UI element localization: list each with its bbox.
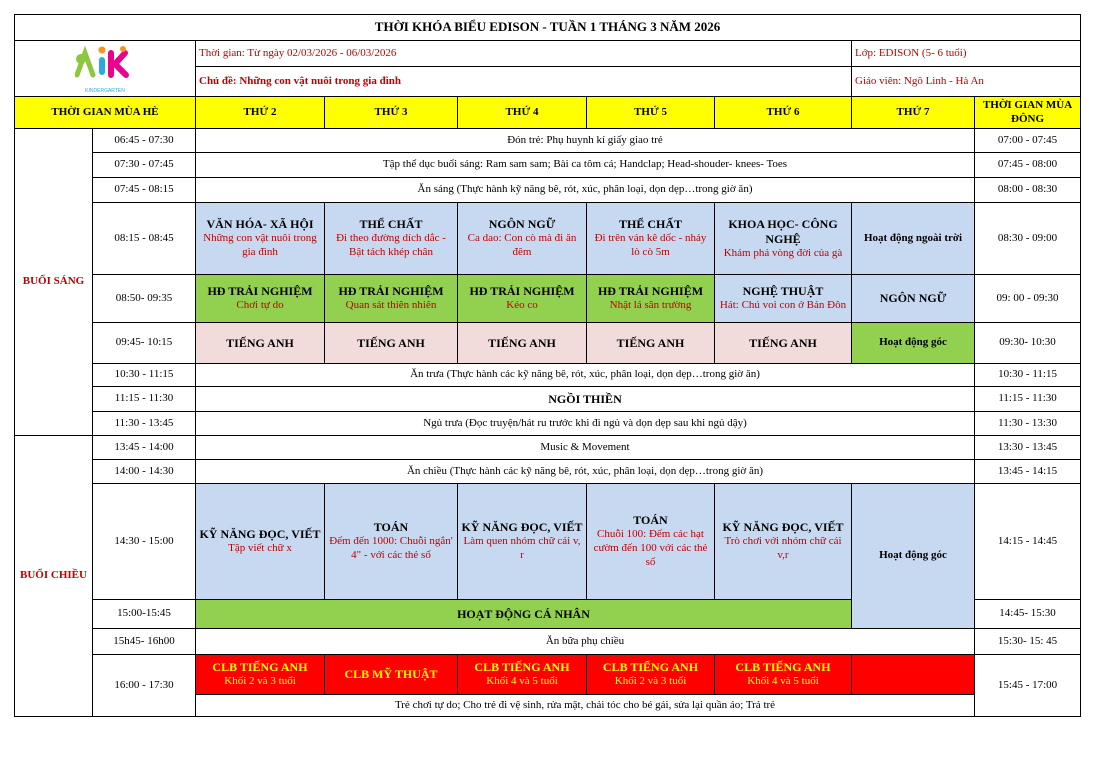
activity: Trẻ chơi tự do; Cho trẻ đi vệ sinh, rửa mặt, chải tóc cho bé gái, sửa lại quần áo; Trả trẻ: [196, 695, 975, 717]
lesson-cell: TIẾNG ANH: [458, 323, 587, 364]
summer-time: 07:45 - 08:15: [93, 178, 196, 203]
winter-time: 14:15 - 14:45: [975, 484, 1081, 600]
lesson-cell: [458, 655, 587, 695]
activity: Ăn bữa phụ chiều: [196, 629, 975, 655]
lesson-cell: [196, 484, 325, 600]
summer-time: 15:00-15:45: [93, 600, 196, 629]
detail: Chơi tự do: [236, 299, 284, 312]
lesson-cell: [852, 275, 975, 323]
logo: [15, 41, 196, 97]
subject: THỂ CHẤT: [359, 217, 423, 232]
lesson-cell: TIẾNG ANH: [587, 323, 715, 364]
subject: NGHỆ THUẬT: [742, 284, 824, 299]
header-tuesday: THỨ 3: [325, 97, 458, 129]
lesson-cell: TIẾNG ANH: [196, 323, 325, 364]
header-winter-time: THỜI GIAN MÙA ĐÔNG: [975, 97, 1081, 129]
subject: TOÁN: [633, 513, 668, 528]
date-range: Thời gian: Từ ngày 02/03/2026 - 06/03/2026: [196, 41, 852, 67]
subject: KỸ NĂNG ĐỌC, VIẾT: [461, 520, 583, 535]
lesson-cell: Hoạt động góc: [852, 484, 975, 629]
lesson-cell: [458, 203, 587, 275]
winter-time: 08:00 - 08:30: [975, 178, 1081, 203]
detail: Khám phá vòng đời của gà: [723, 246, 843, 259]
summer-time: 11:30 - 13:45: [93, 412, 196, 436]
detail: Quan sát thiên nhiên: [345, 299, 437, 312]
subject: VĂN HÓA- XÃ HỘI: [206, 217, 314, 232]
subject: CLB TIẾNG ANH: [212, 660, 308, 675]
lesson-cell: [325, 203, 458, 275]
subject: CLB TIẾNG ANH: [474, 660, 570, 675]
summer-time: 14:30 - 15:00: [93, 484, 196, 600]
lesson-cell: [196, 655, 325, 695]
session-morning: BUỔI SÁNG: [15, 129, 93, 436]
class-name: Lớp: EDISON (5- 6 tuổi): [852, 41, 1081, 67]
subject: THỂ CHẤT: [618, 217, 682, 232]
summer-time: 15h45- 16h00: [93, 629, 196, 655]
lesson-cell: [196, 275, 325, 323]
subject: KỸ NĂNG ĐỌC, VIẾT: [722, 520, 844, 535]
subject: CLB TIẾNG ANH: [735, 660, 831, 675]
aik-logo-icon: [75, 43, 135, 83]
detail: Ca dao: Con cò mà đi ăn đêm: [467, 232, 577, 258]
lesson-cell: [458, 275, 587, 323]
subject: HĐ TRẢI NGHIỆM: [338, 284, 444, 299]
lesson-cell: [715, 655, 852, 695]
winter-time: 13:45 - 14:15: [975, 460, 1081, 484]
winter-time: 08:30 - 09:00: [975, 203, 1081, 275]
lesson-cell: [325, 655, 458, 695]
subject: KHOA HỌC- CÔNG NGHỆ: [728, 216, 838, 246]
lesson-cell: [196, 203, 325, 275]
lesson-cell: [587, 655, 715, 695]
winter-time: 14:45- 15:30: [975, 600, 1081, 629]
winter-time: 09:30- 10:30: [975, 323, 1081, 364]
activity: Đón trẻ: Phụ huynh kí giấy giao trẻ: [196, 129, 975, 153]
activity: HOẠT ĐỘNG CÁ NHÂN: [196, 600, 852, 629]
subject: KỸ NĂNG ĐỌC, VIẾT: [199, 527, 321, 542]
header-thursday: THỨ 5: [587, 97, 715, 129]
page-title: THỜI KHÓA BIỂU EDISON - TUẦN 1 THÁNG 3 NĂM 2026: [15, 15, 1081, 41]
winter-time: 10:30 - 11:15: [975, 364, 1081, 387]
summer-time: 09:45- 10:15: [93, 323, 196, 364]
lesson-cell: [458, 484, 587, 600]
summer-time: 16:00 - 17:30: [93, 655, 196, 717]
detail: Trò chơi với nhóm chữ cái v,r: [724, 535, 842, 561]
detail: Khối 2 và 3 tuổi: [614, 675, 687, 688]
summer-time: 10:30 - 11:15: [93, 364, 196, 387]
lesson-cell: [325, 484, 458, 600]
winter-time: 07:00 - 07:45: [975, 129, 1081, 153]
lesson-cell: [852, 655, 975, 695]
activity: Music & Movement: [196, 436, 975, 460]
summer-time: 08:15 - 08:45: [93, 203, 196, 275]
subject: TOÁN: [373, 520, 409, 535]
subject: HĐ TRẢI NGHIỆM: [469, 284, 575, 299]
detail: Khối 4 và 5 tuổi: [486, 675, 558, 688]
header-friday: THỨ 6: [715, 97, 852, 129]
activity: Ăn sáng (Thực hành kỹ năng bê, rót, xúc, phân loại, dọn dẹp…trong giờ ăn): [196, 178, 975, 203]
lesson-cell: Hoạt động góc: [852, 323, 975, 364]
teachers: Giáo viên: Ngô Linh - Hà An: [852, 67, 1081, 97]
winter-time: 15:45 - 17:00: [975, 655, 1081, 717]
detail: Nhặt lá sân trường: [609, 299, 692, 312]
winter-time: 07:45 - 08:00: [975, 153, 1081, 178]
header-summer-time: THỜI GIAN MÙA HÈ: [15, 97, 196, 129]
winter-time: 09: 00 - 09:30: [975, 275, 1081, 323]
timetable: [14, 14, 1081, 717]
detail: Đi theo đường dích dắc - Bật tách khép chân: [336, 232, 446, 258]
lesson-cell: [325, 275, 458, 323]
lesson-cell: [587, 203, 715, 275]
detail: Khối 4 và 5 tuổi: [747, 675, 819, 688]
subject: HĐ TRẢI NGHIỆM: [207, 284, 313, 299]
activity: NGỒI THIỀN: [196, 387, 975, 412]
summer-time: 11:15 - 11:30: [93, 387, 196, 412]
activity: Ăn trưa (Thực hành các kỹ năng bê, rót, xúc, phân loại, dọn dẹp…trong giờ ăn): [196, 364, 975, 387]
lesson-cell: [715, 484, 852, 600]
detail: Chuỗi 100: Đếm các hạt cườm đến 100 với các thẻ số: [593, 528, 708, 568]
theme: Chủ đề: Những con vật nuôi trong gia đình: [196, 67, 852, 97]
lesson-cell: [852, 203, 975, 275]
detail: Hát: Chú voi con ở Bản Đôn: [719, 299, 847, 312]
subject: CLB MỸ THUẬT: [344, 667, 438, 681]
summer-time: 13:45 - 14:00: [93, 436, 196, 460]
subject: HĐ TRẢI NGHIỆM: [597, 284, 704, 299]
detail: Làm quen nhóm chữ cái v, r: [463, 535, 581, 561]
detail: Đếm đến 1000: Chuỗi ngắn' 4" - với các thẻ số: [329, 535, 453, 561]
subject: Hoạt động ngoài trời: [863, 231, 963, 244]
subject: CLB TIẾNG ANH: [602, 660, 699, 675]
lesson-cell: TIẾNG ANH: [715, 323, 852, 364]
subject: NGÔN NGỮ: [879, 291, 947, 305]
activity: Tập thể dục buổi sáng: Ram sam sam; Bài ca tôm cá; Handclap; Head-shouder- knees- Toes: [196, 153, 975, 178]
summer-time: 06:45 - 07:30: [93, 129, 196, 153]
detail: Kéo co: [506, 299, 538, 312]
session-afternoon: BUỔI CHIỀU: [15, 436, 93, 717]
lesson-cell: [587, 484, 715, 600]
activity: Ăn chiều (Thực hành các kỹ năng bê, rót, xúc, phân loại, dọn dẹp…trong giờ ăn): [196, 460, 975, 484]
lesson-cell: [587, 275, 715, 323]
winter-time: 15:30- 15: 45: [975, 629, 1081, 655]
winter-time: 13:30 - 13:45: [975, 436, 1081, 460]
lesson-cell: TIẾNG ANH: [325, 323, 458, 364]
header-saturday: THỨ 7: [852, 97, 975, 129]
detail: Khối 2 và 3 tuổi: [224, 675, 296, 688]
detail: Những con vật nuôi trong gia đình: [203, 232, 317, 258]
subject: NGÔN NGỮ: [488, 217, 556, 232]
activity: Ngủ trưa (Đọc truyện/hát ru trước khi đi ngủ và dọn dẹp sau khi ngủ dậy): [196, 412, 975, 436]
summer-time: 08:50- 09:35: [93, 275, 196, 323]
summer-time: 07:30 - 07:45: [93, 153, 196, 178]
header-wednesday: THỨ 4: [458, 97, 587, 129]
lesson-cell: [715, 203, 852, 275]
detail: Đi trên ván kê dốc - nhảy lò cò 5m: [594, 232, 707, 258]
lesson-cell: [715, 275, 852, 323]
logo-subtext: KINDERGARTEN: [85, 87, 125, 94]
header-monday: THỨ 2: [196, 97, 325, 129]
winter-time: 11:15 - 11:30: [975, 387, 1081, 412]
summer-time: 14:00 - 14:30: [93, 460, 196, 484]
winter-time: 11:30 - 13:30: [975, 412, 1081, 436]
detail: Tập viết chữ x: [228, 542, 292, 555]
